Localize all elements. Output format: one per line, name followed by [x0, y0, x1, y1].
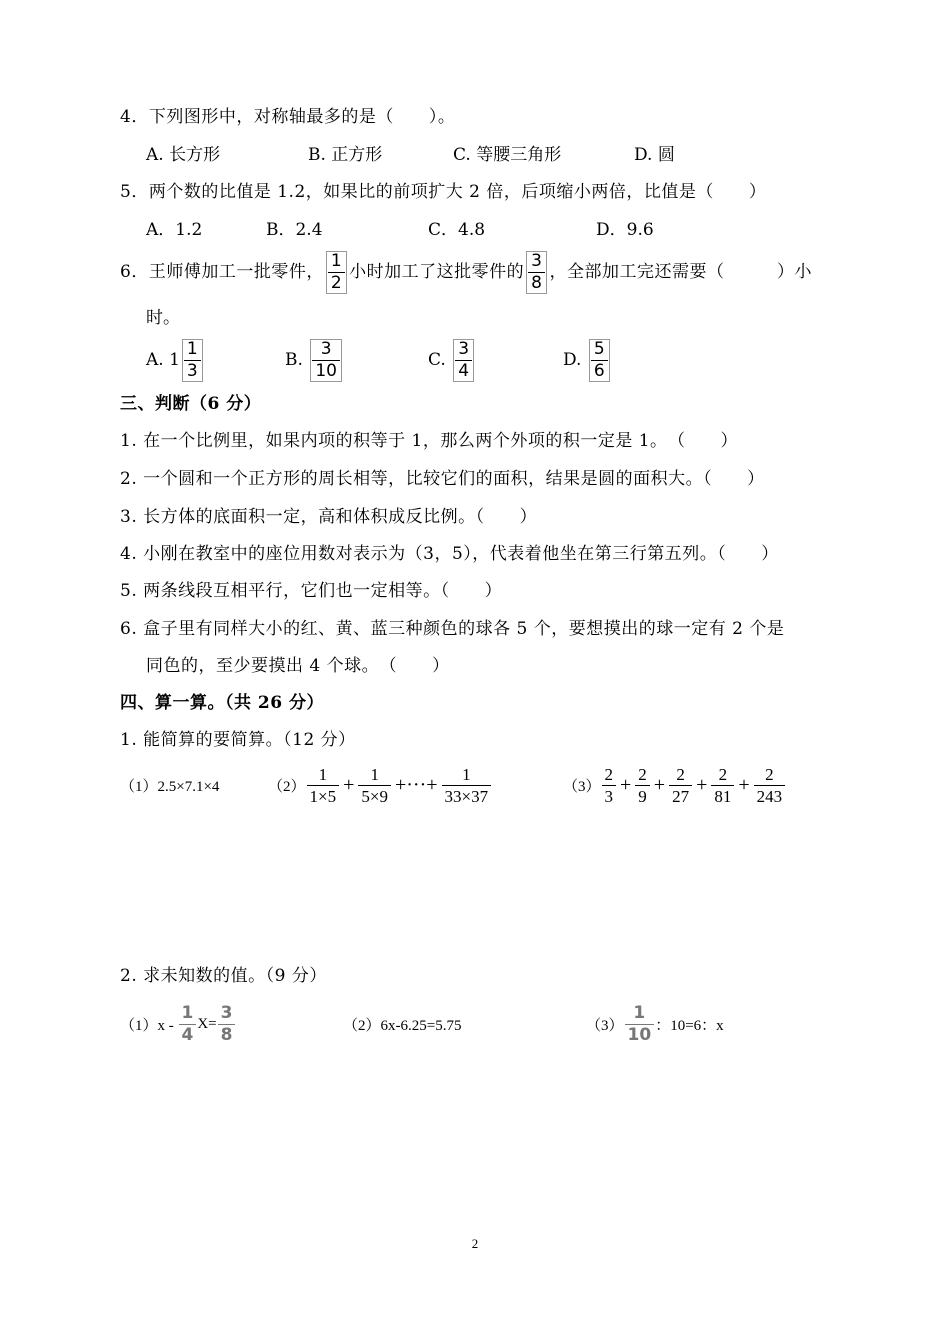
judge-item-6-continuation: 同色的，至少要摸出 4 个球。 （ ） — [146, 656, 450, 676]
q5-option-a: A．1.2 — [146, 220, 203, 240]
judge-item-6: 6. 盒子里有同样大小的红、黄、蓝三种颜色的球各 5 个，要想摸出的球一定有 2 个是 — [120, 619, 785, 639]
q6-option-b: B. $\frac{3}{10}$ — [285, 338, 344, 382]
q6-text-2: 小时加工了这批零件的 — [349, 262, 525, 282]
judge-item-2: 2. 一个圆和一个正方形的周长相等，比较它们的面积，结果是圆的面积大。（ ） — [120, 469, 765, 489]
calc-problem-3: （3） $\frac{2}{3}$ + $\frac{2}{9}$ + $\frac{2}{27}$ + $\frac{2}{81}$ + $\frac{2}{243}$ — [563, 760, 786, 810]
section-3-heading: 三、判断（6 分） — [120, 394, 262, 414]
q6-option-c: C. $\frac{3}{4}$ — [428, 338, 476, 382]
q4-option-a: A. 长方形 — [146, 145, 221, 165]
q4-option-b: B. 正方形 — [308, 145, 383, 165]
q5-option-c: C．4.8 — [428, 220, 486, 240]
equation-2: （2）6x-6.25=5.75 — [343, 1017, 462, 1034]
q6-text-3: ，全部加工完还需要（ ）小 — [549, 262, 812, 282]
section-4-heading: 四、算一算。（共 26 分） — [120, 693, 324, 713]
judge-item-4: 4. 小刚在教室中的座位用数对表示为（3，5），代表着他坐在第三行第五列。（ ） — [120, 544, 779, 564]
calc-problem-1: （1）2.5×7.1×4 — [120, 778, 220, 795]
q5-option-d: D．9.6 — [596, 220, 654, 240]
judge-item-3: 3. 长方体的底面积一定，高和体积成反比例。（ ） — [120, 507, 538, 527]
equation-3: （3） $\frac{1}{10}$ ：10=6：x — [586, 1002, 724, 1045]
q6-continuation: 时。 — [146, 308, 180, 328]
question-6 — [120, 250, 812, 294]
judge-item-5: 5. 两条线段互相平行，它们也一定相等。（ ） — [120, 581, 503, 601]
sub-1-title: 1. 能简算的要简算。（12 分） — [120, 730, 356, 750]
question-4: 4．下列图形中，对称轴最多的是（ ）。 — [120, 107, 456, 127]
q4-option-d: D. 圆 — [634, 145, 675, 165]
calc-problem-2: （2） $\frac{1}{1\times 5}$ + $\frac{1}{5\times 9}$ +···+ $\frac{1}{33\times 37}$ — [268, 760, 492, 810]
question-5: 5．两个数的比值是 1.2，如果比的前项扩大 2 倍，后项缩小两倍，比值是（ ） — [120, 182, 767, 202]
judge-item-1: 1. 在一个比例里，如果内项的积等于 1，那么两个外项的积一定是 1。 （ ） — [120, 431, 739, 451]
sub-2-title: 2. 求未知数的值。（9 分） — [120, 966, 327, 986]
q6-fraction-three-eighths: $\frac{3}{8}$ — [526, 251, 547, 294]
q6-option-a: A. 1 $\frac{1}{3}$ — [146, 338, 205, 382]
page-number: 2 — [471, 1236, 479, 1251]
equation-1: （1）x - $\frac{1}{4}$ X= $\frac{3}{8}$ — [120, 1004, 236, 1044]
q6-text-1: 6．王师傅加工一批零件， — [120, 262, 324, 282]
q4-option-c: C. 等腰三角形 — [453, 145, 562, 165]
q5-option-b: B．2.4 — [266, 220, 323, 240]
q6-fraction-half: $\frac{1}{2}$ — [326, 251, 347, 294]
q6-option-d: D. $\frac{5}{6}$ — [563, 338, 612, 382]
